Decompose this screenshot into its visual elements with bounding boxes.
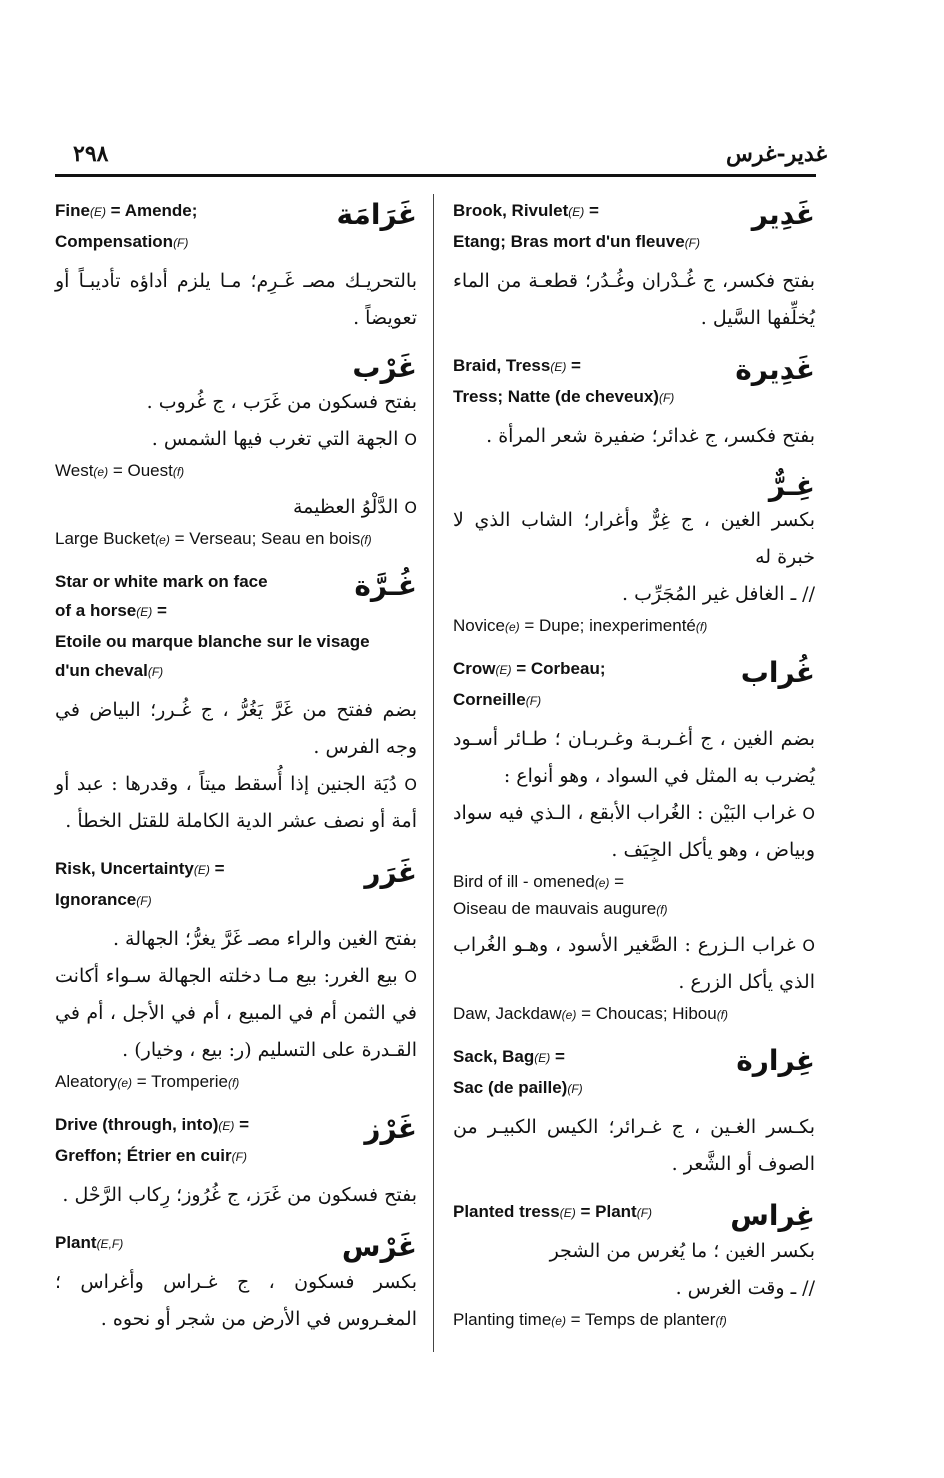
sense-text: غراب الـزرع : الصَّغير الأسود ، وهـو الغُراب الذي يأكل الزرع . bbox=[453, 934, 815, 993]
lang-tag: (F) bbox=[231, 1150, 247, 1164]
sense-marker: O bbox=[404, 967, 417, 986]
sense-text: بيع الغرر: بيع مـا دخلته الجهالة سـواء أكانت في الثمن أم في المبيع ، أم في الأجل ، أم في القـدرة على التسليم (ر: بيع ، وخيار) . bbox=[55, 965, 417, 1061]
arabic-definition: بكسر الغين ، ج غِرٌّ وأغرار؛ الشاب الذي لا خبرة له bbox=[453, 509, 815, 568]
lang-tag: (f) bbox=[716, 1008, 729, 1022]
tr-text: Large Bucket bbox=[55, 529, 156, 548]
running-title: غدير-غرس bbox=[726, 141, 827, 167]
translation bbox=[55, 1069, 417, 1096]
headword: غِراس bbox=[730, 1199, 815, 1232]
lang-tag: (E,F) bbox=[96, 1237, 124, 1251]
left-column bbox=[55, 196, 417, 1338]
lang-tag: (F) bbox=[636, 1206, 653, 1220]
sense-line: // ـ وقت الغرس . bbox=[675, 1277, 815, 1299]
gloss-text: Sack, Bag bbox=[453, 1047, 535, 1066]
arabic-definition: بضم ففتح من غَرَّ يَغُرُّ ، ج غُـرر؛ البياض في وجه الفرس . bbox=[55, 699, 417, 758]
tr-text: West bbox=[55, 461, 94, 480]
lang-tag: (E) bbox=[136, 605, 153, 619]
gloss-text: Risk, Uncertainty bbox=[55, 859, 194, 878]
tr-text: Aleatory bbox=[55, 1072, 118, 1091]
tr-text: Daw, Jackdaw bbox=[453, 1004, 562, 1023]
tr-text: Bird of ill - omened bbox=[453, 872, 595, 891]
gloss-text: of a horse bbox=[55, 601, 137, 620]
english-gloss bbox=[55, 854, 417, 916]
gloss-text: Sac (de paille) bbox=[453, 1078, 568, 1097]
tr-text: = Verseau; Seau en bois bbox=[169, 529, 361, 548]
translation bbox=[55, 458, 417, 485]
translation bbox=[453, 613, 815, 640]
gloss-text: = bbox=[566, 356, 581, 375]
arabic-definition: بكـسر الغـين ، ج غـرائر؛ الكيس الكبيـر من الصوف أو الشَّعر . bbox=[453, 1116, 815, 1175]
header-rule bbox=[55, 174, 816, 177]
translation bbox=[55, 526, 417, 553]
sense-line bbox=[453, 927, 815, 1001]
lang-tag: (e) bbox=[117, 1076, 133, 1090]
headword: غَدِير bbox=[751, 198, 815, 231]
gloss-text: Greffon; Étrier en cuir bbox=[55, 1146, 232, 1165]
tr-text: = Choucas; Hibou bbox=[576, 1004, 717, 1023]
entry-ghars bbox=[55, 1228, 417, 1338]
lang-tag: (e) bbox=[561, 1008, 577, 1022]
gloss-text: = bbox=[584, 201, 599, 220]
arabic-definition: بفتح الغين والراء مصـ غَرَّ يغرُّ؛ الجهالة . bbox=[112, 928, 417, 950]
page-number: ٢٩٨ bbox=[73, 141, 109, 167]
sense-marker: O bbox=[404, 430, 417, 449]
entry-ghurra bbox=[55, 567, 417, 840]
lang-tag: (f) bbox=[360, 533, 372, 547]
entry-ghurab bbox=[453, 654, 815, 1028]
gloss-text: Tress; Natte (de cheveux) bbox=[453, 387, 659, 406]
sense-marker: O bbox=[802, 804, 815, 823]
lang-tag: (F) bbox=[567, 1082, 583, 1096]
gloss-text: = bbox=[550, 1047, 565, 1066]
entry-ghirr bbox=[453, 469, 815, 640]
gloss-text: Crow bbox=[453, 659, 496, 678]
tr-text: Planting time bbox=[453, 1310, 552, 1329]
lang-tag: (F) bbox=[525, 694, 542, 708]
gloss-text: = Plant bbox=[575, 1202, 637, 1221]
headword: غَرْز bbox=[364, 1112, 417, 1145]
tr-text: = Temps de planter bbox=[565, 1310, 716, 1329]
lang-tag: (E) bbox=[559, 1206, 576, 1220]
gloss-text: Star or white mark on face bbox=[55, 572, 268, 591]
lang-tag: (E) bbox=[534, 1051, 551, 1065]
sense-line bbox=[453, 795, 815, 869]
headword: غَدِيرة bbox=[735, 353, 815, 386]
lang-tag: (f) bbox=[227, 1076, 240, 1090]
arabic-definition: بفتح فسكون من غَرَز، ج غُرُوز؛ رِكاب الرَّحْل . bbox=[62, 1184, 417, 1206]
sense-line: // ـ الغافل غير المُجَرِّب . bbox=[622, 583, 815, 605]
arabic-definition: بفتح فسكون من غَرَب ، ج غُروب . bbox=[146, 391, 417, 413]
entry-ghiras bbox=[453, 1197, 815, 1334]
gloss-text: Fine bbox=[55, 201, 90, 220]
lang-tag: (e) bbox=[93, 465, 109, 479]
gloss-text: Drive (through, into) bbox=[55, 1115, 219, 1134]
translation bbox=[453, 1001, 815, 1028]
gloss-text: Corneille bbox=[453, 690, 526, 709]
lang-tag: (e) bbox=[551, 1314, 566, 1328]
headword: غِرارة bbox=[736, 1044, 815, 1077]
entry-gharama bbox=[55, 196, 417, 337]
headword: غَرَامَة bbox=[336, 198, 417, 231]
gloss-text: = bbox=[152, 601, 167, 620]
translation bbox=[453, 1307, 815, 1334]
gloss-text: Plant bbox=[55, 1233, 97, 1252]
gloss-text: Braid, Tress bbox=[453, 356, 551, 375]
gloss-text: Brook, Rivulet bbox=[453, 201, 569, 220]
lang-tag: (E) bbox=[568, 205, 585, 219]
lang-tag: (e) bbox=[504, 620, 520, 634]
arabic-definition: بضم الغين ، ج أغـربـة وغـربـان ؛ طـائر أسـود يُضرب به المثل في السواد ، وهو أنواع : bbox=[453, 728, 815, 787]
tr-text: Novice bbox=[453, 616, 505, 635]
right-column bbox=[453, 196, 815, 1334]
headword: غَرْس bbox=[341, 1230, 417, 1263]
tr-text: = Dupe; inexperimenté bbox=[519, 616, 696, 635]
sense-line bbox=[55, 766, 417, 840]
arabic-definition: بكسر الغين ؛ ما يُغرس من الشجر bbox=[549, 1240, 815, 1262]
lang-tag: (F) bbox=[684, 236, 701, 250]
tr-text: = Tromperie bbox=[132, 1072, 228, 1091]
sense-marker: O bbox=[404, 775, 417, 794]
arabic-definition: بالتحريـك مصـ غَـرِم؛ مـا يلزم أداؤه تأديبـاً أو تعويضاً . bbox=[55, 270, 417, 329]
headword: غَرْب bbox=[352, 351, 417, 384]
tr-text: = bbox=[609, 872, 625, 891]
entry-gharz bbox=[55, 1110, 417, 1214]
entry-ghadira bbox=[453, 351, 815, 455]
lang-tag: (F) bbox=[136, 894, 152, 908]
sense-text: الجهة التي تغرب فيها الشمس . bbox=[151, 428, 399, 450]
lang-tag: (e) bbox=[594, 876, 610, 890]
english-gloss bbox=[55, 1110, 417, 1172]
lang-tag: (E) bbox=[193, 863, 210, 877]
lang-tag: (E) bbox=[89, 205, 106, 219]
gloss-text: = Amende; bbox=[105, 201, 198, 220]
sense-line bbox=[55, 421, 417, 458]
lang-tag: (F) bbox=[147, 665, 164, 679]
gloss-text: = Corbeau; bbox=[511, 659, 606, 678]
headword: غَرَر bbox=[364, 856, 417, 889]
entry-ghadir bbox=[453, 196, 815, 337]
lang-tag: (e) bbox=[155, 533, 170, 547]
entry-ghirara bbox=[453, 1042, 815, 1183]
tr-text: Oiseau de mauvais augure bbox=[453, 899, 657, 918]
lang-tag: (E) bbox=[495, 663, 512, 677]
arabic-definition: بكسر فسكون ، ج غـراس وأغراس ؛ المغـروس في الأرض من شجر أو نحوه . bbox=[55, 1271, 417, 1330]
column-divider bbox=[433, 194, 434, 1352]
gloss-text: Etang; Bras mort d'un fleuve bbox=[453, 232, 685, 251]
gloss-text: Planted tress bbox=[453, 1202, 560, 1221]
gloss-text: = bbox=[209, 859, 225, 878]
lang-tag: (f) bbox=[656, 903, 668, 917]
sense-text: غراب البَيْن : الغُراب الأبقع ، الـذي فيه سواد وبياض ، وهو يأكل الجِيَف . bbox=[453, 802, 815, 861]
tr-text: = Ouest bbox=[108, 461, 173, 480]
sense-marker: O bbox=[802, 936, 815, 955]
gloss-text: Ignorance bbox=[55, 890, 137, 909]
headword: غِـرٌّ bbox=[768, 469, 815, 502]
gloss-text: = bbox=[234, 1115, 250, 1134]
lang-tag: (E) bbox=[218, 1119, 235, 1133]
gloss-text: Etoile ou marque blanche sur le visage bbox=[55, 632, 370, 651]
lang-tag: (F) bbox=[658, 391, 675, 405]
headword: غُـرَّة bbox=[354, 569, 417, 602]
sense-line bbox=[55, 489, 417, 526]
sense-marker: O bbox=[404, 498, 417, 517]
lang-tag: (F) bbox=[173, 236, 189, 250]
gloss-text: d'un cheval bbox=[55, 661, 148, 680]
headword: غُراب bbox=[740, 656, 815, 689]
entry-gharb bbox=[55, 351, 417, 553]
arabic-definition: بفتح فكسر، ج غُـدْران وغُـدُر؛ قطعـة من الماء يُخلِّفها السَّيل . bbox=[453, 270, 815, 329]
gloss-text: Compensation bbox=[55, 232, 174, 251]
lang-tag: (f) bbox=[172, 465, 185, 479]
sense-text: دُيَة الجنين إذا أُسقط ميتاً ، وقدرها : عبد أو أمة أو نصف عشر الدية الكاملة للقتل الخطأ . bbox=[55, 773, 417, 832]
lang-tag: (f) bbox=[715, 1314, 727, 1328]
entry-gharar bbox=[55, 854, 417, 1096]
lang-tag: (f) bbox=[695, 620, 708, 634]
lang-tag: (E) bbox=[550, 360, 567, 374]
sense-text: الدَّلْوُ العظيمة bbox=[292, 496, 399, 518]
sense-line bbox=[55, 958, 417, 1069]
arabic-definition: بفتح فكسر، ج غدائر؛ ضفيرة شعر المرأة . bbox=[486, 425, 815, 447]
translation bbox=[453, 869, 815, 923]
